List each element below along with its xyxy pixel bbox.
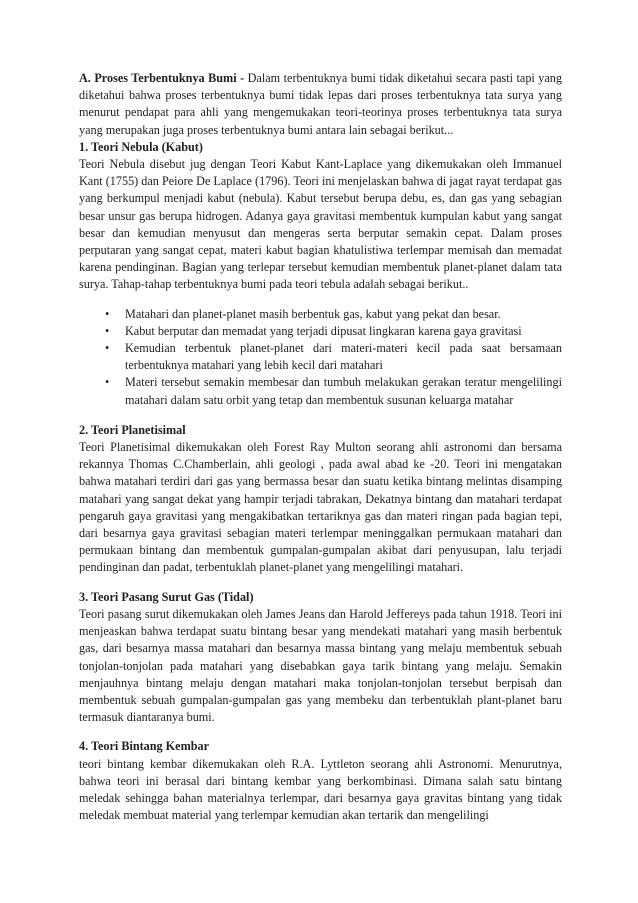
list-item-text: Kabut berputar dan memadat yang terjadi dipusat lingkaran karena gaya gravitasi [125, 323, 522, 338]
list-item-text: Matahari dan planet-planet masih berbentuk gas, kabut yang pekat dan besar. [125, 306, 501, 321]
list-item [105, 374, 562, 408]
list-item [105, 323, 562, 340]
bullet-icon: • [105, 375, 110, 390]
intro-title: A. Proses Terbentuknya Bumi - [79, 71, 245, 85]
list-item [105, 340, 562, 374]
bullet-icon: • [105, 323, 110, 338]
section-heading-tidal: 3. Teori Pasang Surut Gas (Tidal) [79, 589, 254, 604]
bullet-icon: • [105, 341, 110, 356]
document-body [79, 70, 562, 824]
section-text-nebula: Teori Nebula disebut jug dengan Teori Kabut Kant-Laplace yang dikemukakan oleh Immanuel Kant (1755) dan Peiore De Laplace (1796). Teori ini menjelaskan bahwa di jagat rayat terdapat gas yang berkumpul menjadi kabut (nebula). Kabut tersebut berupa debu, es, dan gas yang sebagian besar unsur gas berupa hidrogen. Adanya gaya gravitasi membentuk kumpulan kabut yang sangat besar dan kemudian menyusut dan mengeras serta berputar semakin cepat. Dalam proses perputaran yang sangat cepat, materi kabut bagian khatulistiwa terlempar memisah dan memadat karena pendinginan. Bagian yang terlepar tersebut kemudian membentuk planet-planet dalam tata surya. Tahap-tahap terbentuknya bumi pada teori tebula adalah sebagai berikut.. [79, 157, 562, 292]
section-heading-twin-star: 4. Teori Bintang Kembar [79, 739, 210, 754]
nebula-stages-list [79, 306, 562, 409]
list-item-text: Kemudian terbentuk planet-planet dari materi-materi kecil pada saat bersamaan terbentuknya matahari yang lebih kecil dari matahari [125, 341, 562, 373]
intro-text: Dalam terbentuknya bumi tidak diketahui secara pasti tapi yang diketahui bahwa proses terbentuknya bumi tidak lepas dari proses terbentuknya tata surya yang menurut pendapat para ahli yang mengemukakan teori-teorinya proses terbentuknya tata surya yang merupakan juga proses terbentuknya bumi antara lain sebagai berikut... [79, 71, 562, 137]
section-heading-nebula: 1. Teori Nebula (Kabut) [79, 139, 203, 154]
section-text-tidal: Teori pasang surut dikemukakan oleh James Jeans dan Harold Jeffereys pada tahun 1918. Teori ini menjeaskan bahwa terdapat suatu bintang besar yang mendekati matahari yang masih berbentuk gas, dari besarnya massa matahari dan besarnya massa bintang yang melaju membentuk sebuah tonjolan-tonjolan pada matahari yang disebabkan gaya tarik bintang yang melaju. Semakin menjauhnya bintang melaju dengan matahari maka tonjolan-tonjolan tersebut berpisah dan membentuk sebuah gumpalan-gumpalan gas yang membeku dan terbentuklah plant-planet baru termasuk diantaranya bumi. [79, 606, 562, 725]
bullet-icon: • [105, 306, 110, 321]
intro-paragraph [79, 70, 562, 139]
section-heading-planetisimal: 2. Teori Planetisimal [79, 422, 186, 437]
section-text-planetisimal: Teori Planetisimal dikemukakan oleh Forest Ray Multon seorang ahli astronomi dan bersama rekannya Thomas C.Chamberlain, ahli geologi , pada awal abad ke -20. Teori ini mengatakan bahwa matahari terdiri dari gas yang bermassa besar dan suatu ketika bintang melintas disamping matahari yang sangat dekat yang hampir terjadi tabrakan, Dekatnya bintang dan matahari terdapat pengaruh gaya gravitasi yang mengakibatkan tertariknya gas dan materi ringan pada bagian tepi, dari besarnya gaya gravitasi sebagian materi terlempar meninggalkan permukaan matahari dan permukaan bintang dan membentuk gumpalan-gumpalan akibat dari penyusupan, lalu terjadi pendinginan dan padat, terbentuklah planet-planet yang mengelilingi matahari. [79, 440, 562, 575]
section-text-twin-star: teori bintang kembar dikemukakan oleh R.A. Lyttleton seorang ahli Astronomi. Menurutnya, bahwa teori ini berasal dari bintang kembar yang berkombinasi. Dimana salah satu bintang meledak sehingga bahan materialnya terlempar, dari besarnya gaya gravitas bintang yang tidak meledak membuat material yang terlempar kemudian akan tertarik dan mengelilingi [79, 756, 562, 823]
list-item [105, 306, 562, 323]
list-item-text: Materi tersebut semakin membesar dan tumbuh melakukan gerakan teratur mengelilingi matahari dalam satu orbit yang tetap dan membentuk susunan keluarga matahar [125, 375, 562, 407]
